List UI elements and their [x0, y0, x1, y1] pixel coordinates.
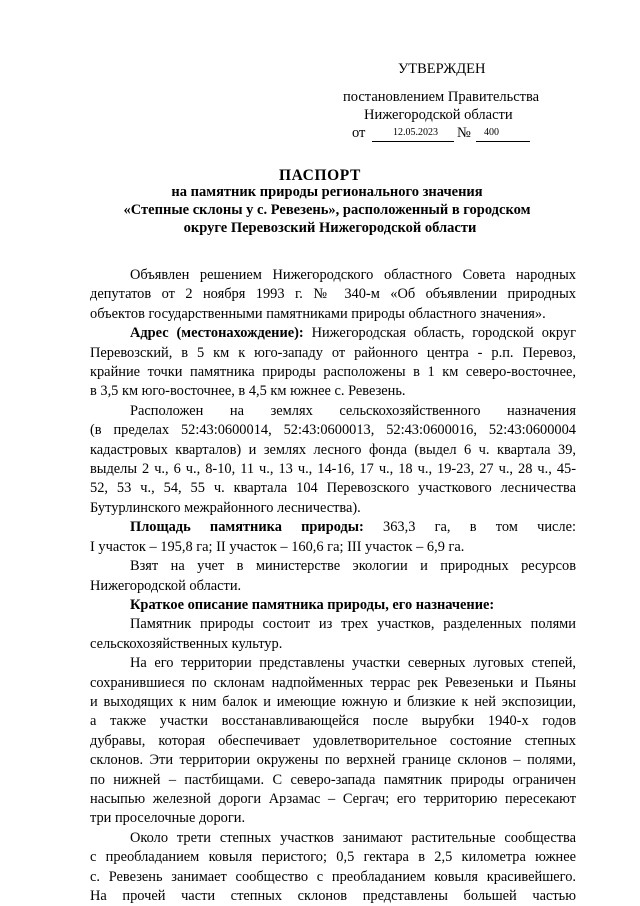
document-title: ПАСПОРТ: [279, 167, 361, 184]
area-label: Площадь памятника природы:: [130, 519, 364, 536]
date-underline: [372, 141, 454, 142]
text-line: Взят на учет в министерстве экологии и природных ресурсов: [130, 558, 576, 575]
approval-date: 12.05.2023: [393, 127, 438, 138]
text-line: депутатов от 2 ноября 1993 г. № 340-м «Об объявлении природных: [90, 286, 576, 303]
text-line: [90, 324, 576, 343]
number-underline: [476, 141, 530, 142]
text-line: [90, 518, 576, 537]
text-line: На его территории представлены участки северных луговых степей,: [130, 655, 576, 672]
paragraph-description-heading: [90, 596, 576, 615]
text-line: выделы 2 ч., 6 ч., 8-10, 11 ч., 13 ч., 14-16, 17 ч., 18 ч., 19-23, 27 ч., 28 ч., 45-: [90, 461, 576, 478]
area-text: 363,3 га, в том числе:: [363, 519, 576, 536]
paragraph-area: [90, 518, 576, 557]
description-label: Краткое описание памятника природы, его назначение:: [130, 596, 495, 613]
text-line: три проселочные дороги.: [90, 810, 246, 827]
paragraph-decision: [90, 266, 576, 324]
text-line: с. Ревезень занимает сообщество с преобладанием ковыля красивейшего.: [90, 868, 576, 885]
approval-number: 400: [484, 127, 499, 138]
text-line: 52, 53 ч., 54, 55 ч. квартала 104 Перевозского участкового лесничества: [90, 480, 576, 497]
text-line: кадастровых кварталов) и землях лесного фонда (выдел 6 ч. квартала 39,: [90, 441, 576, 458]
text-line: объектов государственными памятниками природы областного значения».: [90, 305, 546, 322]
text-line: Перевозский, в 5 км к юго-западу от районного центра - р.п. Перевоз,: [90, 344, 576, 361]
approval-from-label: от: [352, 125, 366, 141]
text-line: сельскохозяйственных культур.: [90, 635, 283, 652]
address-text: Нижегородская область, городской округ: [303, 325, 576, 342]
paragraph-description-2: [90, 654, 576, 829]
text-line: Бутурлинского межрайонного лесничества).: [90, 499, 361, 516]
text-line: крайние точки памятника природы расположены в 1 км северо-восточнее,: [90, 364, 576, 381]
text-line: Около трети степных участков занимают растительные сообщества: [130, 829, 576, 846]
text-line: и выходящих к ним балок и имеющие южную и близкие к ней экспозиции,: [90, 693, 576, 710]
text-line: Объявлен решением Нижегородского областного Совета народных: [130, 267, 576, 283]
address-label: Адрес (местонахождение):: [130, 325, 304, 342]
text-line: в 3,5 км юго-восточнее, в 4,5 км южнее с. Ревезень.: [90, 383, 406, 400]
title-line-1: на памятник природы регионального значения: [171, 184, 483, 200]
paragraph-description-3: [90, 829, 576, 906]
paragraph-location: [90, 402, 576, 518]
text-line: дубравы, которая обеспечивает удовлетворительное состояние степных: [90, 732, 576, 749]
paragraph-registry: [90, 557, 576, 596]
paragraph-address: [90, 324, 576, 402]
text-line: насыпью железной дороги Арзамас – Сергач; его территорию пересекают: [90, 790, 576, 807]
text-line: по нижней – пастбищами. С северо-запада памятник природы ограничен: [90, 771, 576, 788]
text-line: Нижегородской области.: [90, 577, 242, 594]
text-line: а также участки восстанавливающейся после вырубки 1940-х годов: [90, 713, 576, 730]
approval-number-label: №: [457, 125, 471, 141]
text-line: склонов. Эти территории окружены по верхней границе склонов – полями,: [90, 752, 576, 769]
text-line: Расположен на землях сельскохозяйственного назначения: [130, 402, 576, 419]
title-line-2: «Степные склоны у с. Ревезень», расположенный в городском: [123, 202, 531, 218]
title-line-3: округе Перевозский Нижегородской области: [183, 220, 477, 236]
text-line: Памятник природы состоит из трех участков, разделенных полями: [130, 616, 576, 633]
text-line: с преобладанием ковыля перистого; 0,5 гектара в 2,5 километра южнее: [90, 849, 576, 866]
paragraph-description-1: [90, 615, 576, 654]
approval-line-1: постановлением Правительства: [343, 89, 540, 105]
approval-heading: УТВЕРЖДЕН: [398, 61, 486, 77]
text-line: I участок – 195,8 га; II участок – 160,6 га; III участок – 6,9 га.: [90, 538, 465, 555]
text-line: (в пределах 52:43:0600014, 52:43:0600013, 52:43:0600016, 52:43:0600004: [90, 422, 576, 439]
text-line: На прочей части степных склонов представлены большей частью: [90, 888, 576, 904]
approval-line-2: Нижегородской области: [364, 107, 513, 123]
text-line: сохранившиеся по склонам надпойменных террас рек Ревезеньки и Пьяны: [90, 674, 576, 691]
document-body: [90, 266, 576, 906]
